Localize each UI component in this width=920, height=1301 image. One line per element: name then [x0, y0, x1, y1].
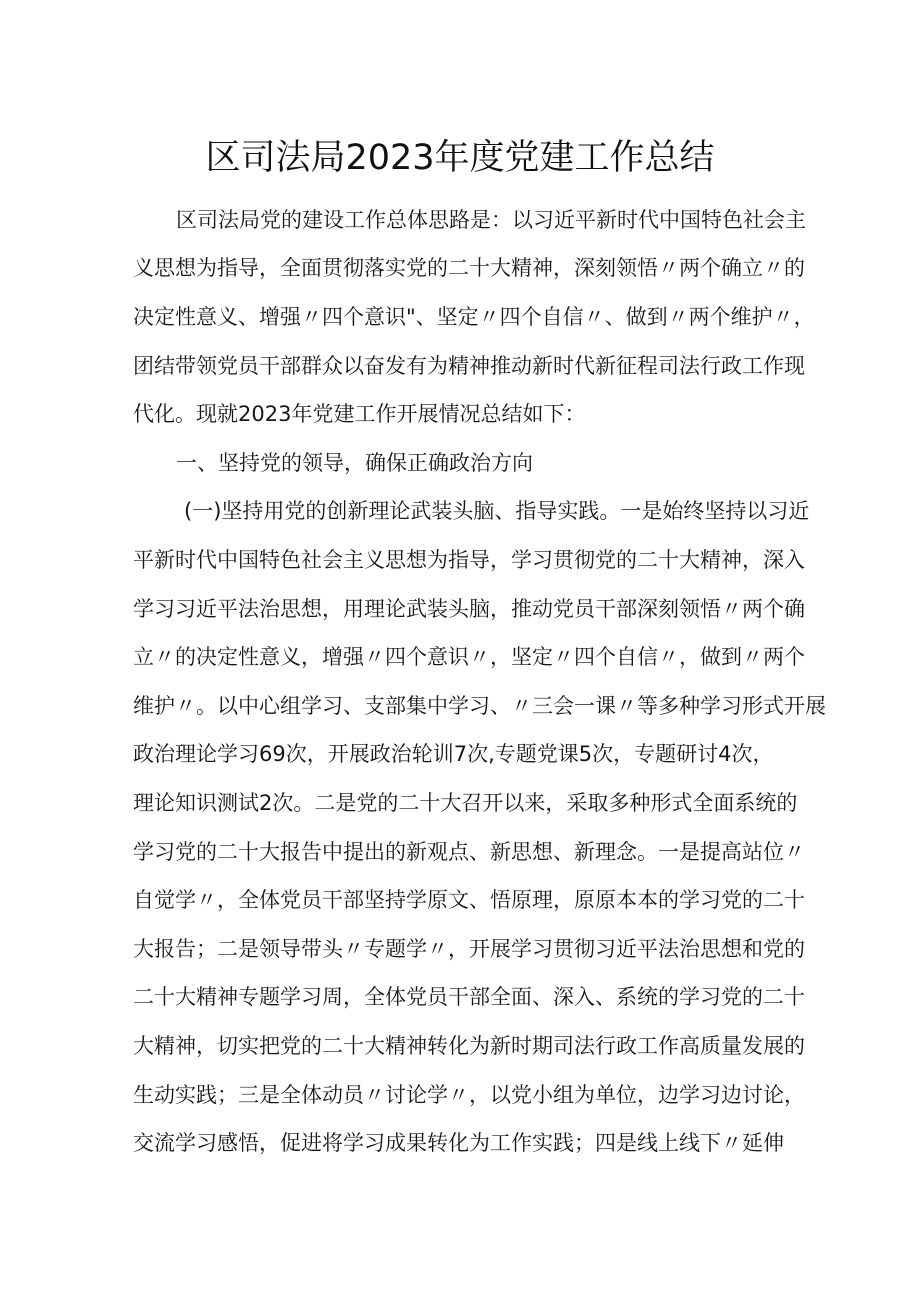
paragraph-line: 平新时代中国特色社会主义思想为指导，学习贯彻党的二十大精神，深入: [133, 548, 805, 572]
paragraph-line: 维护〃。以中心组学习、支部集中学习、〃三会一课〃等多种学习形式开展: [133, 694, 826, 718]
section-heading: 一、坚持党的领导，确保正确政治方向: [176, 451, 533, 475]
paragraph-line: 大精神，切实把党的二十大精神转化为新时期司法行政工作高质量发展的: [133, 1034, 805, 1058]
document-title: 区司法局2023年度党建工作总结: [205, 138, 715, 178]
paragraph-line: 学习习近平法治思想，用理论武装头脑，推动党员干部深刻领悟〃两个确: [133, 597, 805, 621]
paragraph-line: 决定性意义、增强〃四个意识"、坚定〃四个自信〃、做到〃两个维护〃，: [133, 305, 815, 329]
paragraph-line: 区司法局党的建设工作总体思路是：以习近平新时代中国特色社会主: [176, 208, 806, 232]
paragraph-line: 代化。现就2023年党建工作开展情况总结如下：: [133, 402, 586, 426]
paragraph-line: 大报告；二是领导带头〃专题学〃，开展学习贯彻习近平法治思想和党的: [133, 937, 805, 961]
paragraph-line: 自觉学〃，全体党员干部坚持学原文、悟原理，原原本本的学习党的二十: [133, 888, 805, 912]
paragraph-line: 立〃的决定性意义，增强〃四个意识〃，坚定〃四个自信〃，做到〃两个: [133, 645, 805, 669]
paragraph-line: 团结带领党员干部群众以奋发有为精神推动新时代新征程司法行政工作现: [133, 354, 805, 378]
paragraph-line: 生动实践；三是全体动员〃讨论学〃，以党小组为单位，边学习边讨论，: [133, 1083, 805, 1107]
paragraph-line: 政治理论学习69次，开展政治轮训7次,专题党课5次，专题研讨4次，: [133, 742, 774, 766]
paragraph-line: 理论知识测试2次。二是党的二十大召开以来，采取多种形式全面系统的: [133, 791, 798, 815]
paragraph-line: 交流学习感悟，促进将学习成果转化为工作实践；四是线上线下〃延伸: [133, 1131, 784, 1155]
paragraph-line: 义思想为指导，全面贯彻落实党的二十大精神，深刻领悟〃两个确立〃的: [133, 256, 805, 280]
paragraph-line: 学习党的二十大报告中提出的新观点、新思想、新理念。一是提高站位〃: [133, 840, 805, 864]
paragraph-line: (一)坚持用党的创新理论武装头脑、指导实践。一是始终坚持以习近: [184, 499, 810, 523]
paragraph-line: 二十大精神专题学习周，全体党员干部全面、深入、系统的学习党的二十: [133, 985, 805, 1009]
